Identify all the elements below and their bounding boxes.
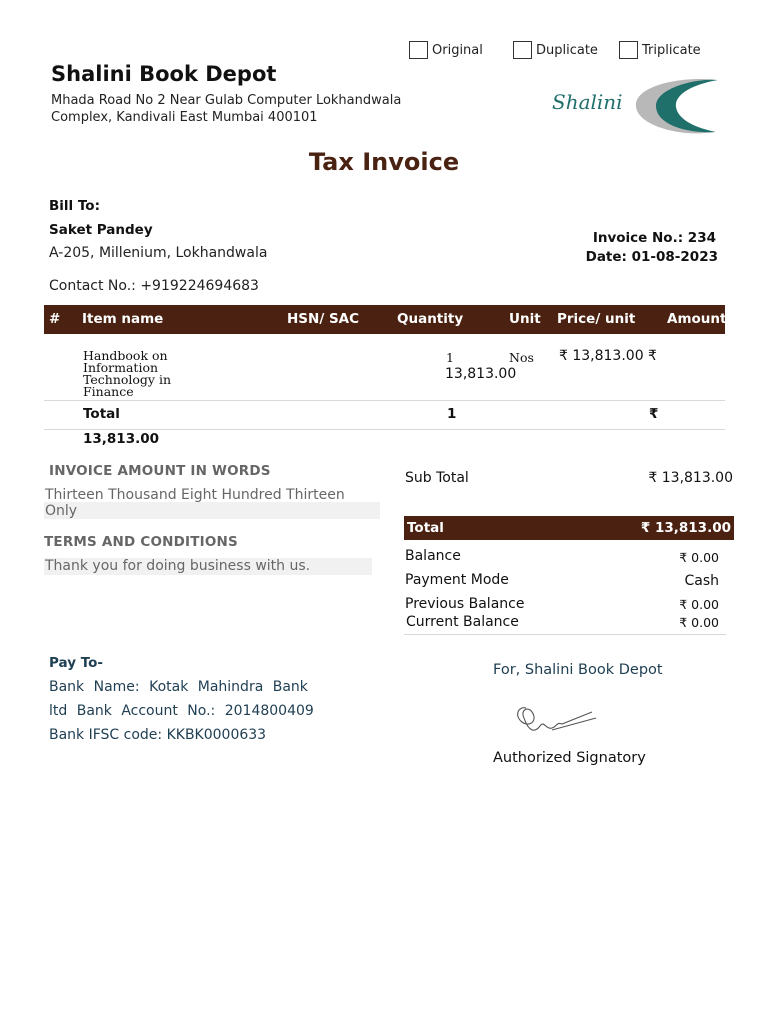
amount-in-words-heading: INVOICE AMOUNT IN WORDS	[49, 463, 271, 479]
authorized-signatory: Authorized Signatory	[493, 750, 646, 766]
summary-total-label: Total	[407, 520, 444, 536]
copy-triplicate[interactable]	[619, 41, 701, 59]
table-row-unit: Nos	[509, 350, 534, 365]
copy-original-label: Original	[432, 42, 483, 58]
col-header-index: #	[49, 311, 61, 327]
customer-name: Saket Pandey	[49, 222, 153, 238]
col-header-quantity: Quantity	[397, 311, 464, 327]
terms-heading: TERMS AND CONDITIONS	[44, 534, 238, 550]
checkbox-duplicate[interactable]	[513, 41, 532, 59]
table-total-divider	[44, 429, 725, 430]
col-header-item: Item name	[82, 311, 164, 327]
payment-mode-value: Cash	[684, 573, 719, 589]
sub-total-label: Sub Total	[405, 470, 469, 486]
signature-image	[512, 700, 602, 740]
summary-total-value: ₹ 13,813.00	[640, 520, 731, 536]
seller-address-line1: Mhada Road No 2 Near Gulab Computer Lokhandwala	[51, 93, 402, 108]
invoice-number: Invoice No.: 234	[592, 230, 716, 246]
pay-to-heading: Pay To-	[49, 655, 104, 671]
terms-text: Thank you for doing business with us.	[45, 558, 311, 574]
table-row-price-amount: ₹ 13,813.00 ₹	[559, 348, 657, 364]
checkbox-triplicate[interactable]	[619, 41, 638, 59]
table-row-quantity: 1	[446, 350, 454, 365]
seller-name: Shalini Book Depot	[51, 62, 277, 86]
seller-address-line2: Complex, Kandivali East Mumbai 400101	[51, 110, 318, 125]
for-company: For, Shalini Book Depot	[493, 662, 663, 678]
copy-original[interactable]	[409, 41, 483, 59]
payment-mode-label: Payment Mode	[405, 572, 509, 588]
copy-duplicate[interactable]	[513, 41, 598, 59]
checkbox-original[interactable]	[409, 41, 428, 59]
balance-label: Balance	[405, 548, 461, 564]
col-header-price: Price/ unit	[557, 311, 636, 327]
customer-address: A-205, Millenium, Lokhandwala	[49, 245, 268, 261]
seller-logo	[546, 74, 721, 136]
table-row-amount-wrap: 13,813.00	[445, 366, 517, 382]
table-total-label: Total	[83, 406, 120, 422]
logo-text: Shalini	[552, 90, 623, 114]
sub-total-value: ₹ 13,813.00	[648, 470, 733, 486]
current-balance-label: Current Balance	[406, 614, 519, 630]
col-header-unit: Unit	[509, 311, 541, 327]
summary-total-bar	[404, 516, 734, 540]
bank-account: ltd Bank Account No.: 2014800409	[49, 703, 314, 719]
table-total-currency: ₹	[649, 406, 659, 422]
customer-contact: Contact No.: +919224694683	[49, 278, 259, 294]
bank-name: Bank Name: Kotak Mahindra Bank	[49, 679, 308, 695]
current-balance-value: ₹ 0.00	[679, 615, 719, 630]
balance-value: ₹ 0.00	[679, 550, 719, 565]
copy-triplicate-label: Triplicate	[642, 42, 701, 58]
table-row-item-name: Handbook on Information Technology in Finance	[83, 348, 172, 399]
items-table-header	[44, 305, 725, 334]
table-total-amount: 13,813.00	[83, 431, 160, 447]
table-total-quantity: 1	[447, 406, 457, 422]
page-title: Tax Invoice	[308, 148, 460, 176]
previous-balance-value: ₹ 0.00	[679, 597, 719, 612]
table-row-divider	[44, 400, 725, 401]
bill-to-label: Bill To:	[49, 198, 100, 214]
copy-duplicate-label: Duplicate	[536, 42, 598, 58]
col-header-hsn: HSN/ SAC	[287, 311, 360, 327]
amount-in-words-text: Thirteen Thousand Eight Hundred Thirteen Only	[45, 487, 345, 519]
col-header-amount: Amount	[667, 311, 727, 327]
invoice-date: Date: 01-08-2023	[585, 249, 718, 265]
signature-icon	[512, 700, 602, 740]
previous-balance-label: Previous Balance	[405, 596, 525, 612]
summary-divider	[404, 634, 726, 635]
bank-ifsc: Bank IFSC code: KKBK0000633	[49, 727, 267, 743]
